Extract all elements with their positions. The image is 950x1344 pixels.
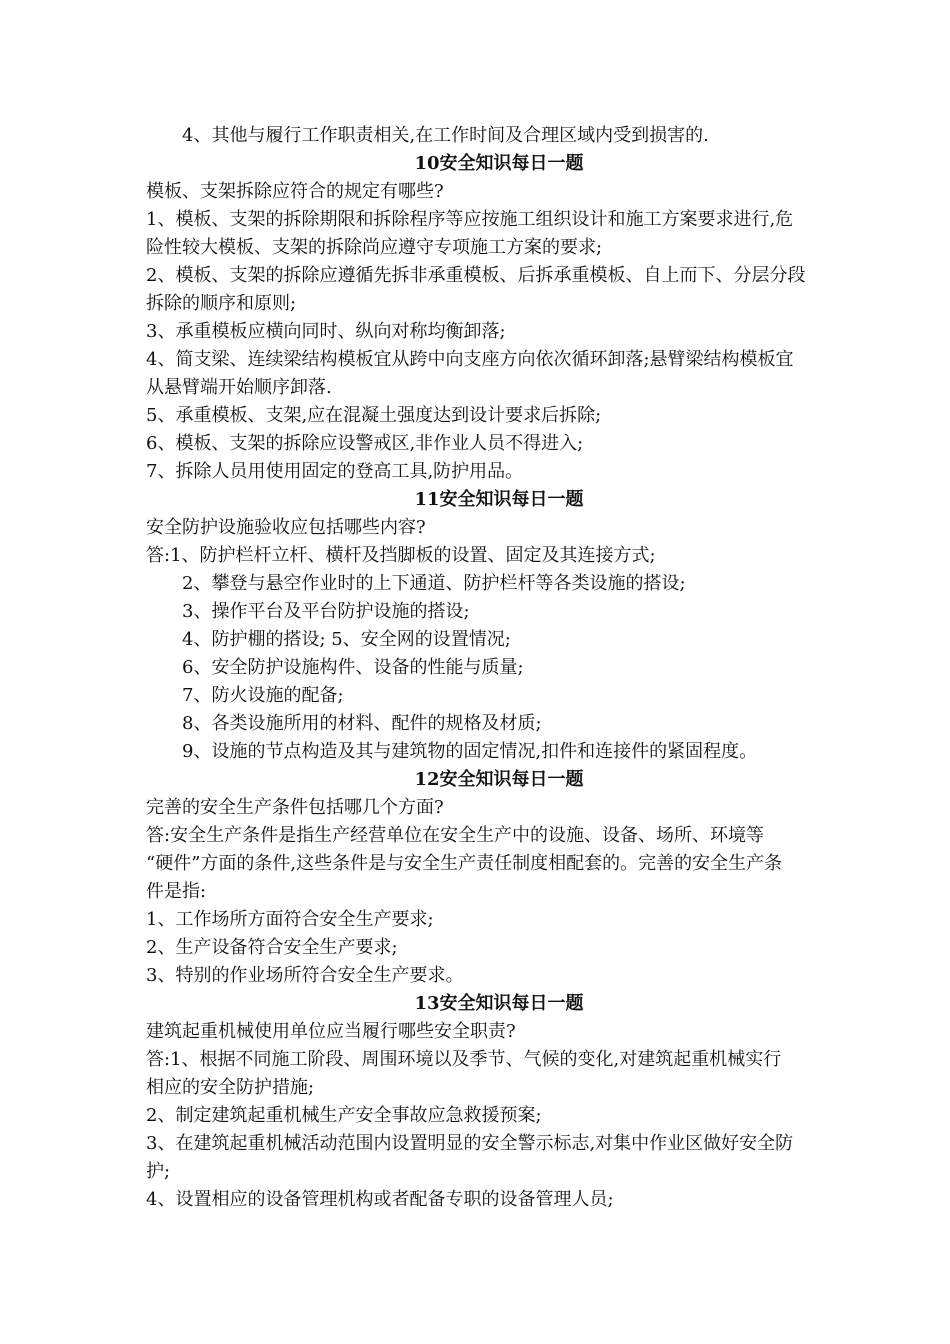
section-10-line: 拆除的顺序和原则; <box>146 293 297 314</box>
section-13-title: 13安全知识每日一题 <box>414 993 584 1014</box>
section-10-line: 3、承重模板应横向同时、纵向对称均衡卸落; <box>146 321 506 342</box>
section-10-line: 1、模板、支架的拆除期限和拆除程序等应按施工组织设计和施工方案要求进行,危 <box>146 209 794 230</box>
section-12-line: 件是指: <box>146 881 207 902</box>
section-12-line: 1、工作场所方面符合安全生产要求; <box>146 909 434 930</box>
section-10-line: 4、简支梁、连续梁结构模板宜从跨中向支座方向依次循环卸落;悬臂梁结构模板宜 <box>146 349 794 370</box>
intro-item-4: 4、其他与履行工作职责相关,在工作时间及合理区域内受到损害的. <box>182 125 709 146</box>
section-11-line: 6、安全防护设施构件、设备的性能与质量; <box>182 657 524 678</box>
section-10-line: 2、模板、支架的拆除应遵循先拆非承重模板、后拆承重模板、自上而下、分层分段 <box>146 265 806 286</box>
section-11-line: 2、攀登与悬空作业时的上下通道、防护栏杆等各类设施的搭设; <box>182 573 686 594</box>
section-11-line: 8、各类设施所用的材料、配件的规格及材质; <box>182 713 542 734</box>
section-12-line: 3、特别的作业场所符合安全生产要求。 <box>146 965 464 986</box>
section-13-line: 相应的安全防护措施; <box>146 1077 315 1098</box>
section-13-line: 2、制定建筑起重机械生产安全事故应急救援预案; <box>146 1105 542 1126</box>
section-11-question: 安全防护设施验收应包括哪些内容? <box>146 517 426 538</box>
section-10-title: 10安全知识每日一题 <box>414 153 584 174</box>
section-11-title: 11安全知识每日一题 <box>414 489 584 510</box>
section-11-line: 4、防护棚的搭设; 5、安全网的设置情况; <box>182 629 511 650</box>
section-12-line: “硬件”方面的条件,这些条件是与安全生产责任制度相配套的。完善的安全生产条 <box>146 853 783 874</box>
section-11-line: 3、操作平台及平台防护设施的搭设; <box>182 601 470 622</box>
section-12-question: 完善的安全生产条件包括哪几个方面? <box>146 797 444 818</box>
section-10-question: 模板、支架拆除应符合的规定有哪些? <box>146 181 444 202</box>
section-12-line: 2、生产设备符合安全生产要求; <box>146 937 398 958</box>
section-13-question: 建筑起重机械使用单位应当履行哪些安全职责? <box>146 1021 516 1042</box>
section-10-line: 7、拆除人员用使用固定的登高工具,防护用品。 <box>146 461 524 482</box>
section-11-line: 9、设施的节点构造及其与建筑物的固定情况,扣件和连接件的紧固程度。 <box>182 741 758 762</box>
document-body <box>146 122 852 1214</box>
section-13-line: 3、在建筑起重机械活动范围内设置明显的安全警示标志,对集中作业区做好安全防 <box>146 1133 794 1154</box>
section-13-line: 答:1、根据不同施工阶段、周围环境以及季节、气候的变化,对建筑起重机械实行 <box>146 1049 782 1070</box>
section-13-line: 4、设置相应的设备管理机构或者配备专职的设备管理人员; <box>146 1189 614 1210</box>
section-11-answer-first: 答:1、防护栏杆立杆、横杆及挡脚板的设置、固定及其连接方式; <box>146 545 656 566</box>
section-12-title: 12安全知识每日一题 <box>414 769 584 790</box>
section-10-line: 5、承重模板、支架,应在混凝土强度达到设计要求后拆除; <box>146 405 602 426</box>
section-11-line: 7、防火设施的配备; <box>182 685 344 706</box>
section-10-line: 从悬臂端开始顺序卸落. <box>146 377 332 398</box>
section-10-line: 6、模板、支架的拆除应设警戒区,非作业人员不得进入; <box>146 433 584 454</box>
section-12-line: 答:安全生产条件是指生产经营单位在安全生产中的设施、设备、场所、环境等 <box>146 825 765 846</box>
section-13-line: 护; <box>146 1161 171 1182</box>
section-10-line: 险性较大模板、支架的拆除尚应遵守专项施工方案的要求; <box>146 237 603 258</box>
